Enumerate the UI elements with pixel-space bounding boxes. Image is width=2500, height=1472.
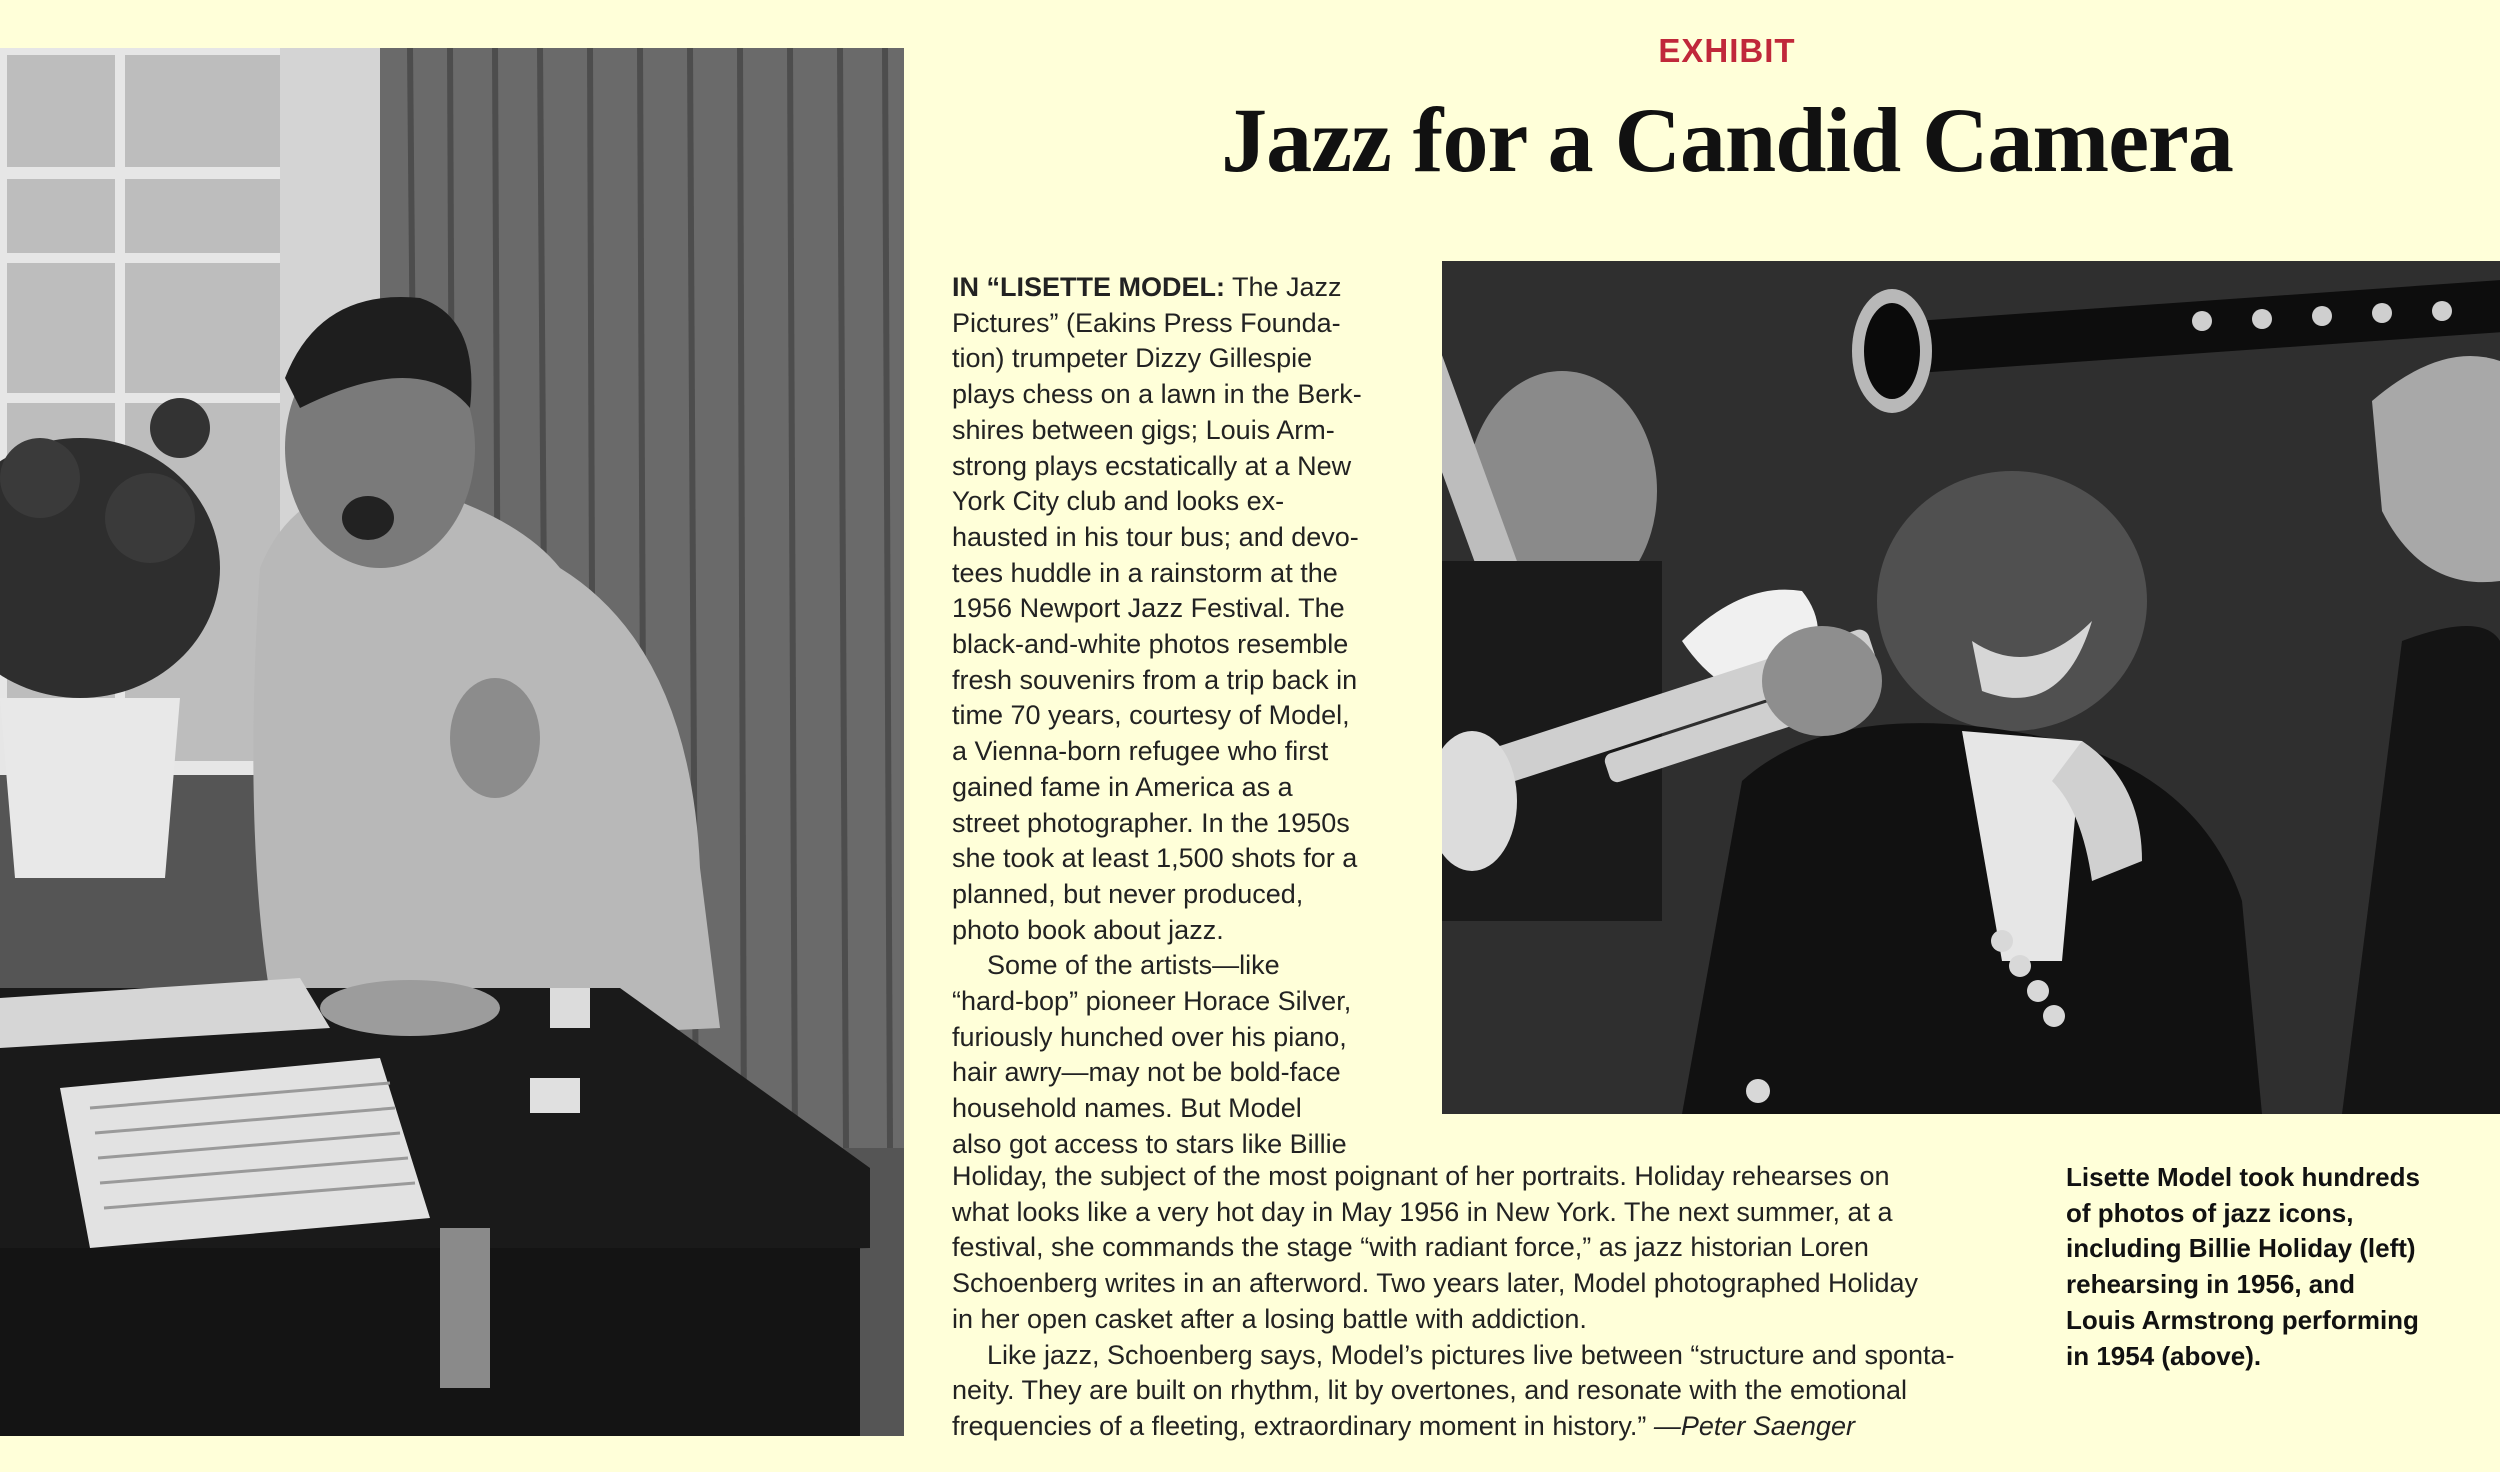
- article-line: black-and-white photos resemble: [952, 629, 1349, 660]
- article-line: strong plays ecstatically at a New: [952, 450, 1352, 481]
- article-line: “hard-bop” pioneer Horace Silver,: [952, 986, 1352, 1017]
- article-line: what looks like a very hot day in May 1956 in New York. The next summer, at a: [952, 1196, 1893, 1227]
- article-line: Pictures” (Eakins Press Founda-: [952, 307, 1341, 338]
- article-line: gained fame in America as a: [952, 771, 1293, 802]
- photo-caption: [2066, 1160, 2486, 1374]
- article-line: shires between gigs; Louis Arm-: [952, 414, 1335, 445]
- byline: —Peter Saenger: [1653, 1410, 1855, 1441]
- photo-louis-armstrong: [1442, 261, 2500, 1114]
- section-label: EXHIBIT: [1658, 32, 1796, 69]
- article-line: 1956 Newport Jazz Festival. The: [952, 593, 1345, 624]
- article-line-text: frequencies of a fleeting, extraordinary moment in history.”: [952, 1410, 1654, 1441]
- caption-line: including Billie Holiday (left): [2066, 1233, 2416, 1264]
- caption-line: Louis Armstrong performing: [2066, 1304, 2419, 1335]
- article-column-wide: [952, 1159, 2012, 1445]
- article-line: a Vienna-born refugee who first: [952, 736, 1329, 767]
- article-line: neity. They are built on rhythm, lit by overtones, and resonate with the emotional: [952, 1375, 1908, 1406]
- article-line: Schoenberg writes in an afterword. Two years later, Model photographed Holiday: [952, 1268, 1919, 1299]
- article-line: planned, but never produced,: [952, 878, 1304, 909]
- article-line: Holiday, the subject of the most poignant of her portraits. Holiday rehearses on: [952, 1161, 1890, 1191]
- photo-billie-holiday: [0, 48, 904, 1436]
- article-line: household names. But Model: [952, 1093, 1302, 1124]
- article-line: fresh souvenirs from a trip back in: [952, 664, 1358, 695]
- caption-line: rehearsing in 1956, and: [2066, 1269, 2356, 1300]
- article-line: she took at least 1,500 shots for a: [952, 843, 1358, 874]
- article-line: in her open casket after a losing battle with addiction.: [952, 1303, 1587, 1334]
- article-line: photo book about jazz.: [952, 914, 1224, 945]
- article-line: tion) trumpeter Dizzy Gillespie: [952, 343, 1313, 374]
- article-line: street photographer. In the 1950s: [952, 807, 1350, 838]
- article-line: [952, 1409, 2012, 1445]
- caption-line: of photos of jazz icons,: [2066, 1197, 2354, 1228]
- article-line: York City club and looks ex-: [952, 486, 1285, 517]
- article-column-narrow: [952, 270, 1392, 1163]
- article-lead-in: IN “LISETTE MODEL:: [952, 272, 1225, 302]
- article-line: time 70 years, courtesy of Model,: [952, 700, 1350, 731]
- article-line: Like jazz, Schoenberg says, Model’s pictures live between “structure and sponta-: [987, 1339, 1955, 1370]
- article-line: furiously hunched over his piano,: [952, 1021, 1347, 1052]
- article-line: [952, 270, 1392, 306]
- article-line: plays chess on a lawn in the Berk-: [952, 379, 1362, 410]
- article-line-text: The Jazz: [1225, 272, 1342, 302]
- article-line: hair awry—may not be bold-face: [952, 1057, 1341, 1088]
- article-line: hausted in his tour bus; and devo-: [952, 521, 1359, 552]
- photo-billie-holiday-illustration: [0, 48, 904, 1436]
- article-line: tees huddle in a rainstorm at the: [952, 557, 1338, 588]
- article-line: festival, she commands the stage “with radiant force,” as jazz historian Loren: [952, 1232, 1869, 1263]
- caption-line: Lisette Model took hundreds: [2066, 1162, 2420, 1192]
- article-line: Some of the artists—like: [987, 950, 1280, 981]
- headline: Jazz for a Candid Camera: [1221, 89, 2233, 191]
- photo-louis-armstrong-illustration: [1442, 261, 2500, 1114]
- article-line: also got access to stars like Billie: [952, 1128, 1347, 1159]
- caption-line: in 1954 (above).: [2066, 1340, 2262, 1371]
